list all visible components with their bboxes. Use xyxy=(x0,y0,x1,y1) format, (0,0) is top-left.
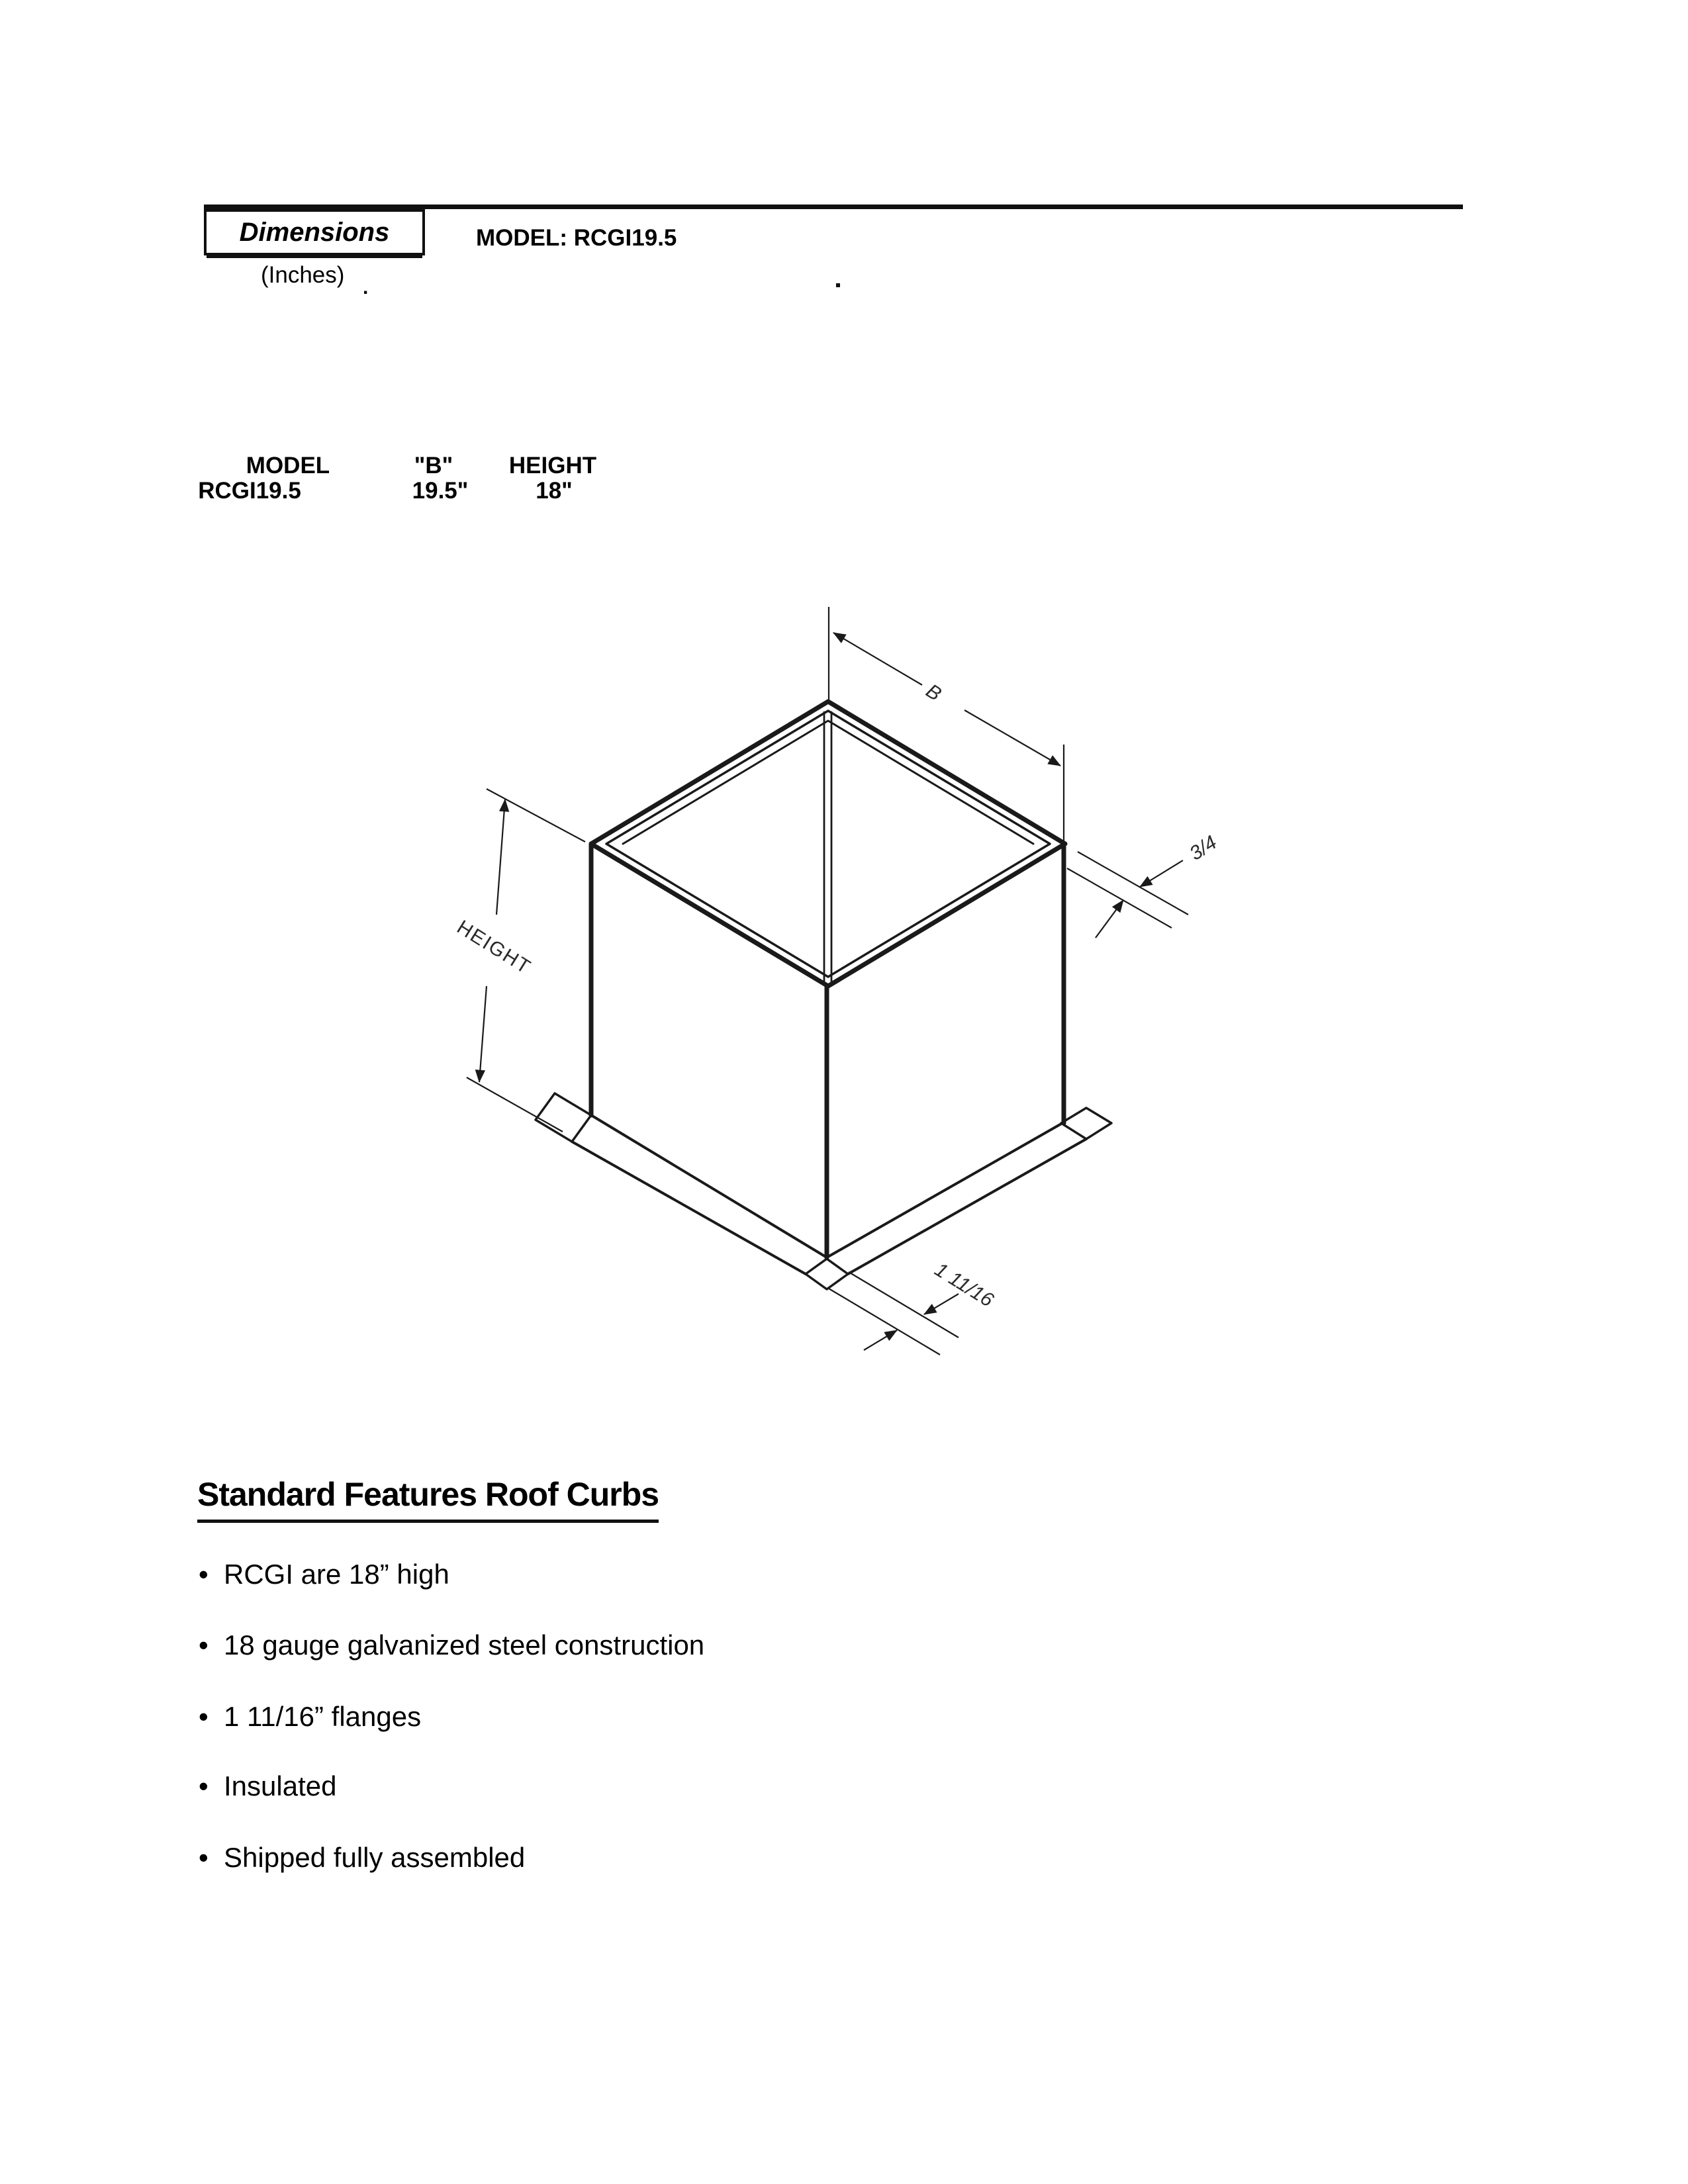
dimension-line xyxy=(1096,900,1123,938)
dimensions-box-label: Dimensions xyxy=(239,217,390,247)
feature-item xyxy=(199,1559,449,1590)
dimensions-box xyxy=(204,209,425,255)
extension-line xyxy=(829,1289,940,1355)
bullet-icon: • xyxy=(199,1559,209,1590)
table-cell-height: 18" xyxy=(536,478,573,504)
flange-corner-tab-front xyxy=(806,1259,848,1289)
bullet-icon: • xyxy=(199,1770,209,1801)
units-label: (Inches) xyxy=(261,262,345,288)
flange-outer-edge-right xyxy=(848,1139,1086,1274)
dimension-line xyxy=(833,633,922,685)
table-header-height: HEIGHT xyxy=(508,453,597,478)
bullet-icon: • xyxy=(199,1842,209,1873)
features-heading: Standard Features Roof Curbs xyxy=(197,1476,659,1523)
top-rim-outer-edge xyxy=(591,702,1065,986)
dimension-line xyxy=(964,710,1060,766)
bullet-icon: • xyxy=(199,1629,209,1661)
table-cell-b: 19.5" xyxy=(412,478,469,504)
label-height-dimension: HEIGHT xyxy=(453,916,536,979)
table-header-b: "B" xyxy=(414,453,453,478)
curb-body-lines xyxy=(536,702,1111,1289)
label-b-dimension: B xyxy=(921,680,945,705)
dimension-line xyxy=(479,986,487,1082)
dimension-b xyxy=(829,607,1064,847)
roof-curb-isometric-drawing xyxy=(371,563,1311,1423)
header-rule xyxy=(204,205,1463,209)
label-flange-width-dimension: 1 11/16 xyxy=(931,1258,998,1312)
table-cell-model: RCGI19.5 xyxy=(198,478,301,504)
extension-line xyxy=(467,1077,563,1132)
right-wall-bottom-edge xyxy=(827,1123,1062,1257)
dimension-flange-width xyxy=(829,1272,959,1355)
feature-text: RCGI are 18” high xyxy=(224,1559,449,1590)
dimension-line xyxy=(864,1330,897,1350)
opening-inner-wall-edge xyxy=(623,721,1033,844)
dimension-rim-depth xyxy=(1067,852,1188,938)
dimension-line xyxy=(1140,860,1183,887)
left-wall-bottom-edge xyxy=(591,1115,827,1257)
dimension-line xyxy=(924,1294,959,1314)
table-header-model: MODEL xyxy=(246,453,330,478)
stray-mark: . xyxy=(363,277,369,298)
feature-text: 18 gauge galvanized steel construction xyxy=(224,1629,705,1661)
flange-outer-edge-left xyxy=(572,1142,806,1274)
dimension-line xyxy=(496,799,505,915)
feature-text: Shipped fully assembled xyxy=(224,1842,526,1873)
bullet-icon: • xyxy=(199,1701,209,1732)
feature-item xyxy=(199,1843,525,1873)
flange-corner-tab-right xyxy=(1061,1108,1111,1139)
model-title: MODEL: RCGI19.5 xyxy=(476,225,677,251)
feature-item xyxy=(199,1630,704,1661)
feature-text: Insulated xyxy=(224,1770,337,1801)
flange-corner-tab-left xyxy=(536,1093,591,1142)
feature-item xyxy=(199,1702,421,1732)
label-rim-depth-dimension: 3/4 xyxy=(1186,831,1221,865)
stray-mark xyxy=(836,283,840,287)
feature-text: 1 11/16” flanges xyxy=(224,1701,422,1732)
extension-line xyxy=(487,789,585,842)
top-rim-inner-edge xyxy=(606,711,1050,977)
feature-item xyxy=(199,1771,336,1801)
